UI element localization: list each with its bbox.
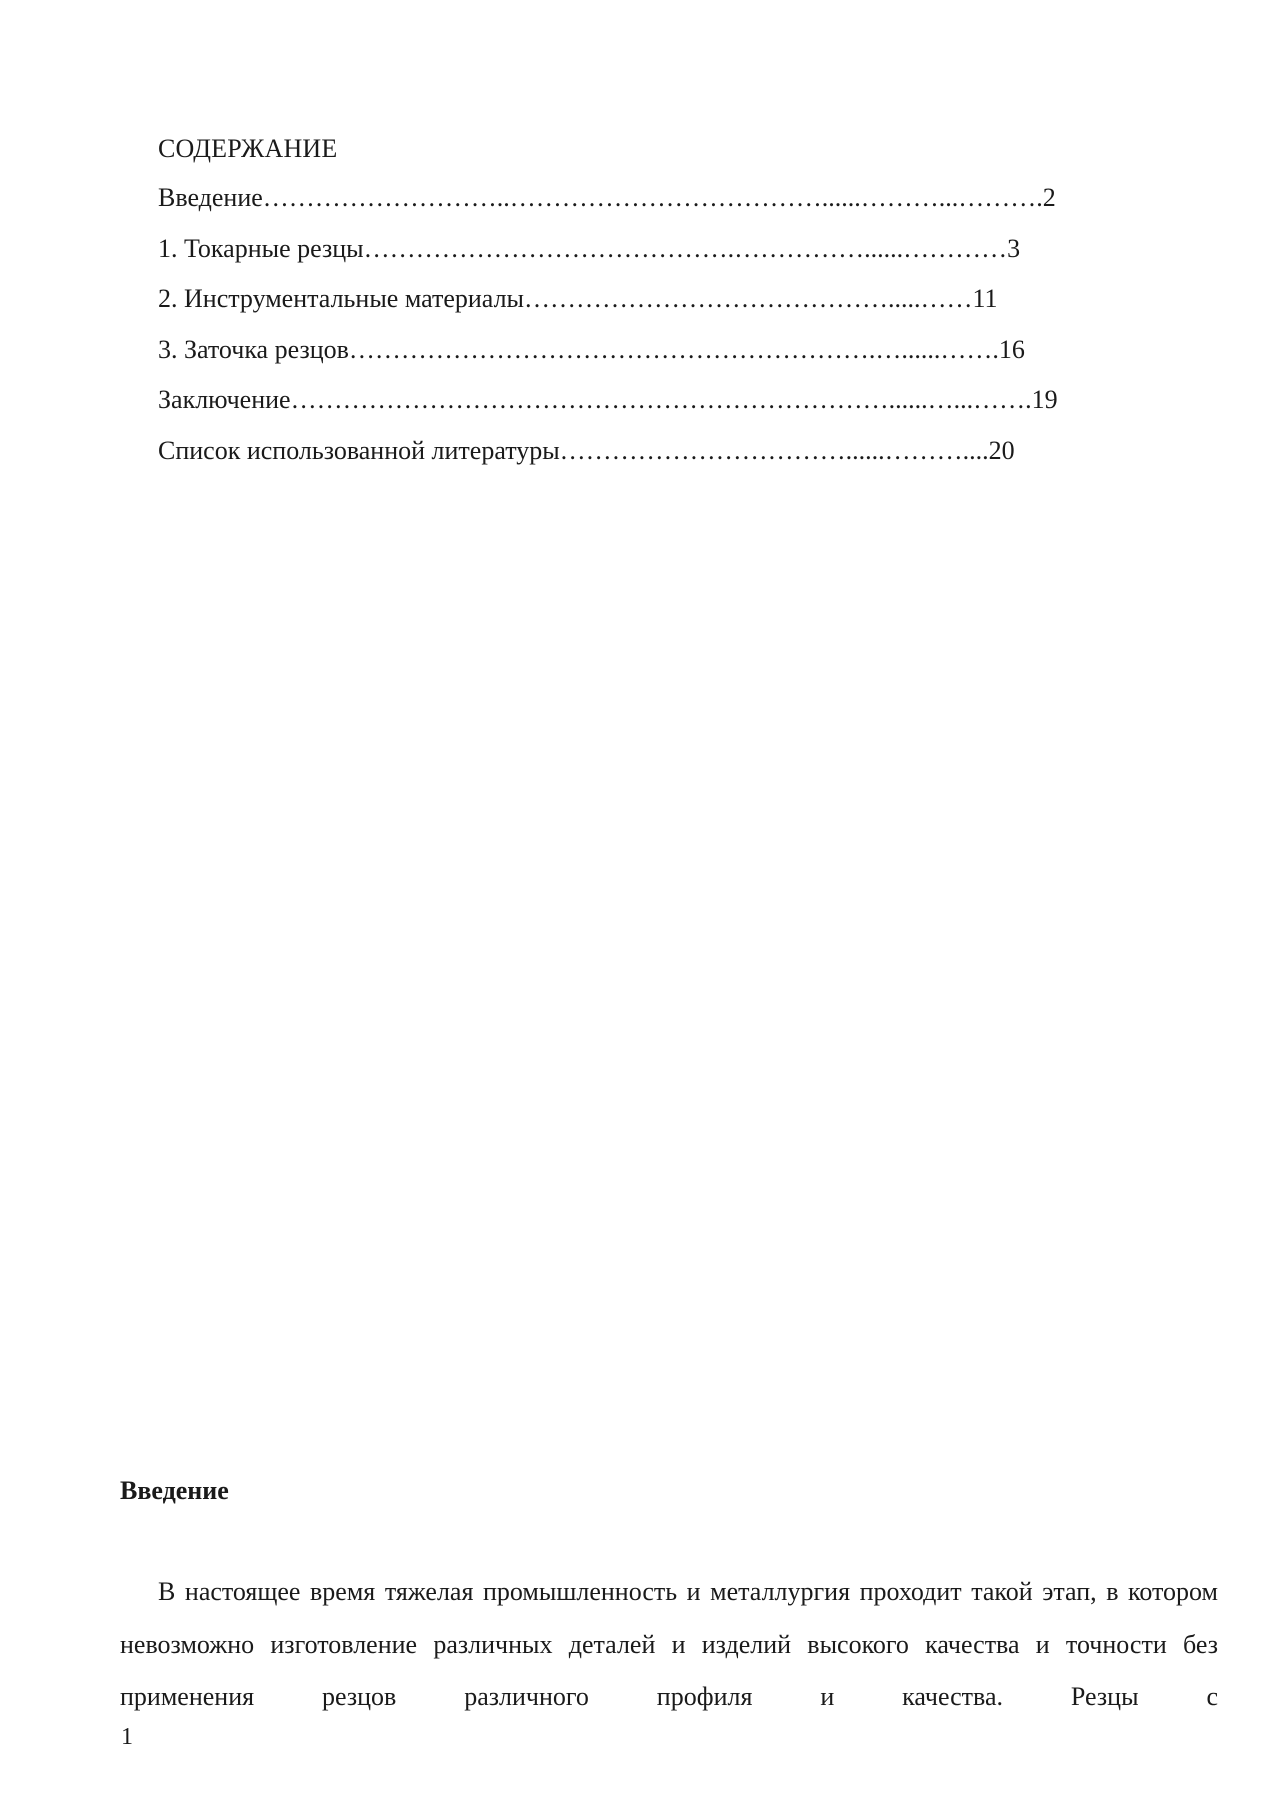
toc-entry: 1. Токарные резцы…………………………………….……………......…………3: [158, 233, 1021, 263]
toc-entry: Введение………………………..………………………………......………...……….2: [158, 183, 1056, 212]
introduction-heading: Введение: [120, 1476, 229, 1505]
table-of-contents: [158, 181, 1178, 484]
introduction-paragraph: В настоящее время тяжелая промышленность и металлургия проходит такой этап, в котором невозможно изготовление различных деталей и изделий высокого качества и точности без применения резцов различного профиля и качества. Резцы с: [120, 1577, 1218, 1711]
page-number: 1: [121, 1724, 133, 1750]
toc-entry: 3. Заточка резцов…………………………………………………….…......…….16: [158, 334, 1025, 364]
toc-entry: Заключение……………………………………………………………......…...…….19: [158, 385, 1058, 414]
toc-title: СОДЕРЖАНИЕ: [158, 134, 338, 163]
toc-entry: 2. Инструментальные материалы…………………………………….....……11: [158, 284, 998, 313]
toc-entry: Список использованной литературы……………………………......………....20: [158, 435, 1015, 465]
